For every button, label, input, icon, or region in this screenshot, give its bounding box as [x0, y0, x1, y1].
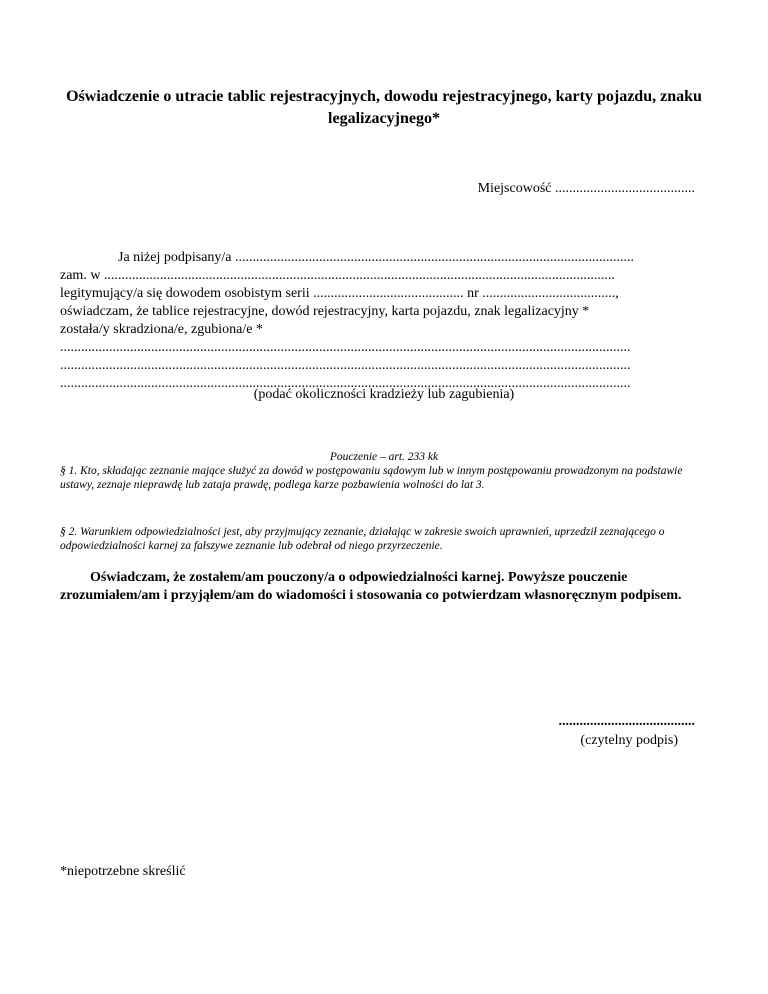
circumstances-hint: (podać okoliczności kradzieży lub zagubienia) — [253, 387, 515, 402]
circumstances-dots-2: ................................................................................................................................................................... — [60, 358, 631, 373]
stolen-lost-line: została/y skradziona/e, zgubiona/e * — [60, 322, 263, 337]
circumstances-dots-3: ................................................................................................................................................................... — [60, 376, 631, 391]
law-paragraph-2: § 2. Warunkiem odpowiedzialności jest, aby przyjmujący zeznanie, działając w zakresie swoich uprawnień, uprzedził zeznającego o odpowiedzialności karnej za fałszywe zeznanie lub odebrał od niego przyrzeczenie. — [60, 526, 665, 552]
law-paragraph-1: § 1. Kto, składając zeznanie mające służyć za dowód w postępowaniu sądowym lub w innym postępowaniu prowadzonym na podstawie ustawy, zeznaje nieprawdę lub zataja prawdę, podlega karze pozbawienia wolności do lat 3. — [60, 465, 683, 491]
document-title: Oświadczenie o utracie tablic rejestracyjnych, dowodu rejestracyjnego, karty pojazdu, znaku legalizacyjnego* — [66, 88, 702, 127]
signature-label: (czytelny podpis) — [580, 733, 678, 748]
place-field: Miejscowość ........................................ — [477, 181, 695, 196]
circumstances-dots-1: ................................................................................................................................................................... — [60, 340, 631, 355]
address-line: zam. w .................................................................................................................................................. — [60, 268, 615, 283]
signer-name-line: Ja niżej podpisany/a .................................................................................................................. — [118, 250, 635, 265]
id-card-line: legitymujący/a się dowodem osobistym serii ........................................... nr ......................................, — [60, 286, 619, 301]
footnote: *niepotrzebne skreślić — [60, 864, 186, 879]
law-title: Pouczenie – art. 233 kk — [329, 451, 439, 463]
declaration-line: oświadczam, że tablice rejestracyjne, dowód rejestracyjny, karta pojazdu, znak legalizacyjny * — [60, 304, 590, 319]
statement-text: Oświadczam, że zostałem/am pouczony/a o odpowiedzialności karnej. Powyższe pouczenie zrozumiałem/am i przyjąłem/am do wiadomości i stosowania co potwierdzam własnoręcznym podpisem. — [60, 570, 682, 603]
signature-line: ....................................... — [558, 714, 695, 729]
